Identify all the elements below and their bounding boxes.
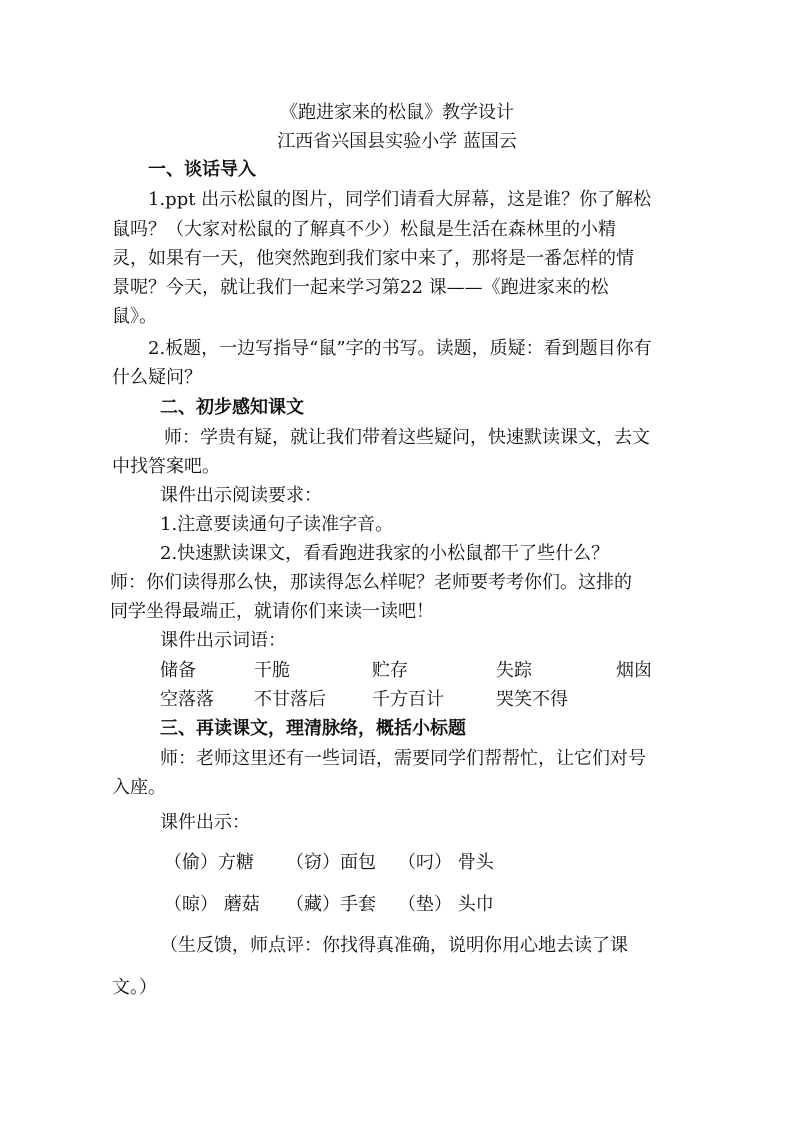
section3-heading: 三、再读课文，理清脉络，概括小标题 [160,718,466,739]
paragraph-line: 师：你们读得那么快，那读得怎么样呢？老师要考考你们。这排的 [110,572,632,593]
paragraph-line: 鼠吗？（大家对松鼠的了解真不少）松鼠是生活在森林里的小精 [112,219,616,240]
paragraph-line: 师：学贵有疑，就让我们带着这些疑问，快速默读课文，去文 [164,427,650,448]
paragraph-line: 景呢？今天，就让我们一起来学习第22 课——《跑进家来的松 [112,277,609,298]
vocab-word: 贮存 [372,660,408,681]
paragraph-line: 入座。 [112,777,166,798]
paragraph-line: 灵，如果有一天，他突然跑到我们家中来了，那将是一番怎样的情 [112,248,634,269]
vocab-word: 干脆 [254,660,290,681]
paragraph-line: 中找答案吧。 [112,456,220,477]
vocab-word: 储备 [160,660,196,681]
word-pair: （偷）方糖 [164,852,254,873]
document-title: 《跑进家来的松鼠》教学设计 [280,102,514,123]
paragraph-line: 2.板题，一边写指导“鼠”字的书写。读题，质疑：看到题目你有 [148,338,652,359]
vocab-word: 空落落 [160,689,214,710]
word-pair: （藏）手套 [286,894,376,915]
section1-heading: 一、谈话导入 [148,159,256,180]
vocab-word: 不甘落后 [254,689,326,710]
paragraph-line: 文。） [112,977,157,998]
section2-heading: 二、初步感知课文 [160,397,304,418]
paragraph-line: 师：老师这里还有一些词语，需要同学们帮帮忙，让它们对号 [160,748,646,769]
paragraph-line: 同学坐得最端正，就请你们来读一读吧！ [110,601,434,622]
word-pair: （窃）面包 [286,852,376,873]
vocab-word: 千方百计 [372,689,444,710]
word-pair: （晾） 蘑菇 [164,894,260,915]
vocab-word: 哭笑不得 [496,689,568,710]
paragraph-line: （生反馈，师点评：你找得真准确，说明你用心地去读了课 [160,935,628,956]
paragraph-line: 鼠》。 [112,306,157,327]
reading-requirements-intro: 课件出示阅读要求： [160,485,322,506]
requirement-2: 2.快速默读课文，看看跑进我家的小松鼠都干了些什么？ [160,543,610,564]
courseware-show-label: 课件出示： [160,812,250,833]
author-line: 江西省兴国县实验小学 蓝国云 [277,131,517,152]
vocab-word: 烟囱 [616,660,652,681]
vocab-intro: 课件出示词语： [160,630,286,651]
vocab-word: 失踪 [496,660,532,681]
paragraph-line: 1.ppt 出示松鼠的图片，同学们请看大屏幕，这是谁？你了解松 [148,189,652,210]
word-pair: （垫） 头巾 [398,894,494,915]
requirement-1: 1.注意要读通句子读准字音。 [160,514,394,535]
paragraph-line: 什么疑问？ [112,367,202,388]
word-pair: （叼） 骨头 [398,852,494,873]
